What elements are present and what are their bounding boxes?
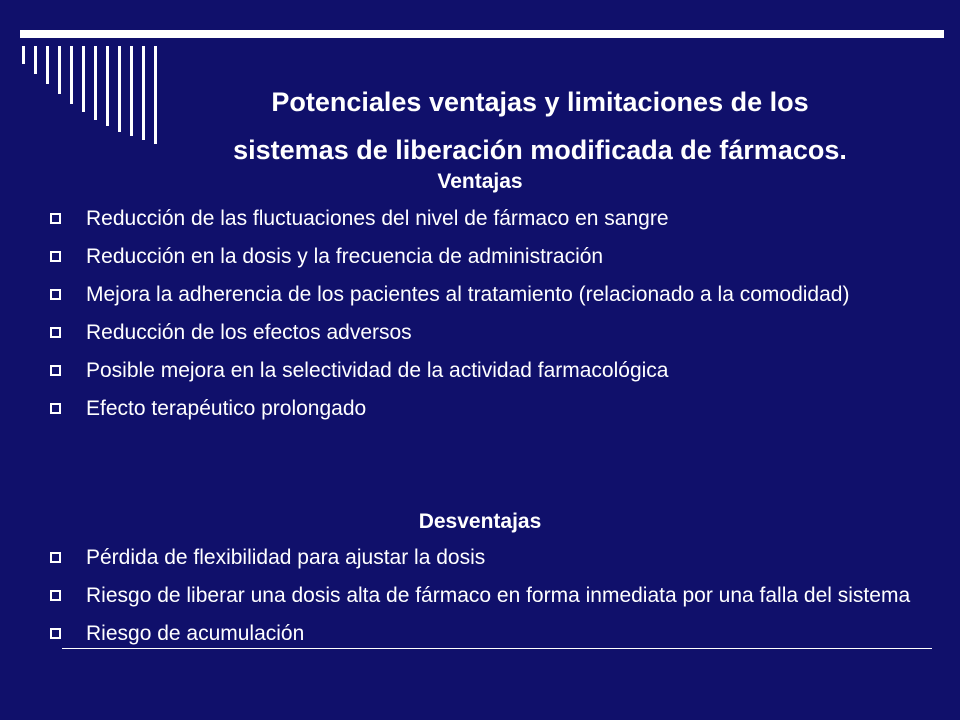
- list-item: [0, 546, 960, 570]
- list-item-text: Reducción de los efectos adversos: [86, 321, 412, 344]
- hollow-square-icon: [50, 213, 61, 224]
- hollow-square-icon: [50, 251, 61, 262]
- list-item-text: Posible mejora en la selectividad de la actividad farmacológica: [86, 359, 669, 382]
- list-item: [0, 397, 960, 421]
- hollow-square-icon: [50, 365, 61, 376]
- slide-title: [120, 78, 960, 174]
- list-item: [0, 622, 960, 646]
- decorative-bar: [106, 46, 109, 126]
- hollow-square-icon: [50, 552, 61, 563]
- list-item: [0, 584, 960, 608]
- desventajas-heading: Desventajas: [418, 510, 542, 533]
- list-item: [0, 321, 960, 345]
- hollow-square-icon: [50, 289, 61, 300]
- list-item-text: Riesgo de liberar una dosis alta de fármaco en forma inmediata por una falla del sistema: [86, 584, 911, 607]
- list-item-text: Pérdida de flexibilidad para ajustar la dosis: [86, 546, 486, 569]
- list-item-text: Mejora la adherencia de los pacientes al tratamiento (relacionado a la comodidad): [86, 283, 850, 306]
- title-line-2: sistemas de liberación modificada de fármacos.: [233, 135, 847, 165]
- decorative-bar: [22, 46, 25, 64]
- list-item: [0, 207, 960, 231]
- hollow-square-icon: [50, 590, 61, 601]
- decorative-bar: [70, 46, 73, 104]
- list-item-text: Riesgo de acumulación: [86, 622, 305, 645]
- list-item-text: Reducción en la dosis y la frecuencia de administración: [86, 245, 604, 268]
- hollow-square-icon: [50, 628, 61, 639]
- list-item-text: Reducción de las fluctuaciones del nivel de fármaco en sangre: [86, 207, 669, 230]
- hollow-square-icon: [50, 327, 61, 338]
- list-item-text: Efecto terapéutico prolongado: [86, 397, 367, 420]
- list-item: [0, 245, 960, 269]
- bottom-divider-line: [62, 648, 932, 649]
- decorative-bar: [82, 46, 85, 112]
- ventajas-heading: Ventajas: [437, 170, 523, 193]
- decorative-bar: [58, 46, 61, 94]
- ventajas-list: [0, 207, 960, 421]
- decorative-bar: [94, 46, 97, 120]
- desventajas-list: [0, 546, 960, 646]
- hollow-square-icon: [50, 403, 61, 414]
- decorative-bar: [34, 46, 37, 74]
- decorative-bar: [46, 46, 49, 84]
- list-item: [0, 359, 960, 383]
- top-decorative-rule: [20, 30, 944, 38]
- list-item: [0, 283, 960, 307]
- title-line-1: Potenciales ventajas y limitaciones de los: [271, 87, 809, 117]
